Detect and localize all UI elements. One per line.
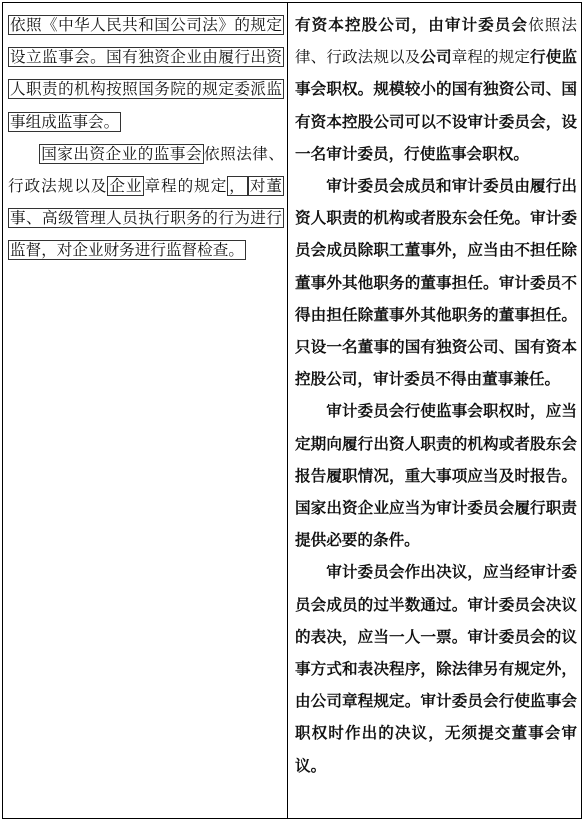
right-paragraph-3: 审计委员会行使监事会职权时，应当定期向履行出资人职责的机构或者股东会报告履职情况，重大事项应当及时报告。国家出资企业应当为审计委员会履行职责提供必要的条件。 <box>295 402 577 550</box>
right-paragraph-1 <box>295 9 577 170</box>
deleted-text-enterprise: 企业 <box>109 177 143 196</box>
added-text-audit-committee: 由审计委员会 <box>428 16 529 34</box>
comparison-table <box>2 2 582 819</box>
added-text-segment: 有资本控股公司， <box>295 16 429 34</box>
right-paragraph-2: 审计委员会成员和审计委员由履行出资人职责的机构或者股东会任免。审计委员会成员除职工董事外，应当由不担任除董事外其他职务的董事担任。审计委员不得由担任除董事外其他职务的董事担任。只设一名董事的国有独资公司、国有资本控股公司，审计委员不得由董事兼任。 <box>295 177 577 389</box>
deleted-text-supervisory-board-establishment: 依照《中华人民共和国公司法》的规定设立监事会。国有独资企业由履行出资人职责的机构按照国务院的规定委派监事组成监事会。 <box>10 16 282 131</box>
right-paragraph-4: 审计委员会作出决议，应当经审计委员会成员的过半数通过。审计委员会决议的表决，应当一人一票。审计委员会的议事方式和表决程序，除法律另有规定外，由公司章程规定。审计委员会行使监事会职权时作出的决议，无须提交董事会审议。 <box>295 563 577 775</box>
left-paragraph-1 <box>8 9 284 138</box>
added-text-exercise-powers: 行使监事会职权。规模较小的国有独资公司、国有资本控股公司可以不设审计委员会，设一名审计委员，行使监事会职权。 <box>295 48 577 163</box>
added-text-company: 公司 <box>420 48 452 67</box>
text-segment: 章程的规定 <box>144 177 228 196</box>
left-column-original-text <box>3 3 288 818</box>
text-segment: 依照法律、行政法规以及 <box>8 144 284 196</box>
deleted-text-supervision-duties: 对董事、高级管理人员执行职务的行为进行监督，对企业财务进行监督检查。 <box>10 177 282 260</box>
deleted-text-supervisory-board-subject: 国家出资企业的监事会 <box>41 144 203 163</box>
right-column-revised-text <box>288 3 581 818</box>
text-segment: 章程的规定 <box>451 48 531 67</box>
deleted-text-comma: ， <box>229 177 246 196</box>
text-segment: 依照法律、行政法规以及 <box>295 16 577 67</box>
left-paragraph-2 <box>8 138 284 267</box>
